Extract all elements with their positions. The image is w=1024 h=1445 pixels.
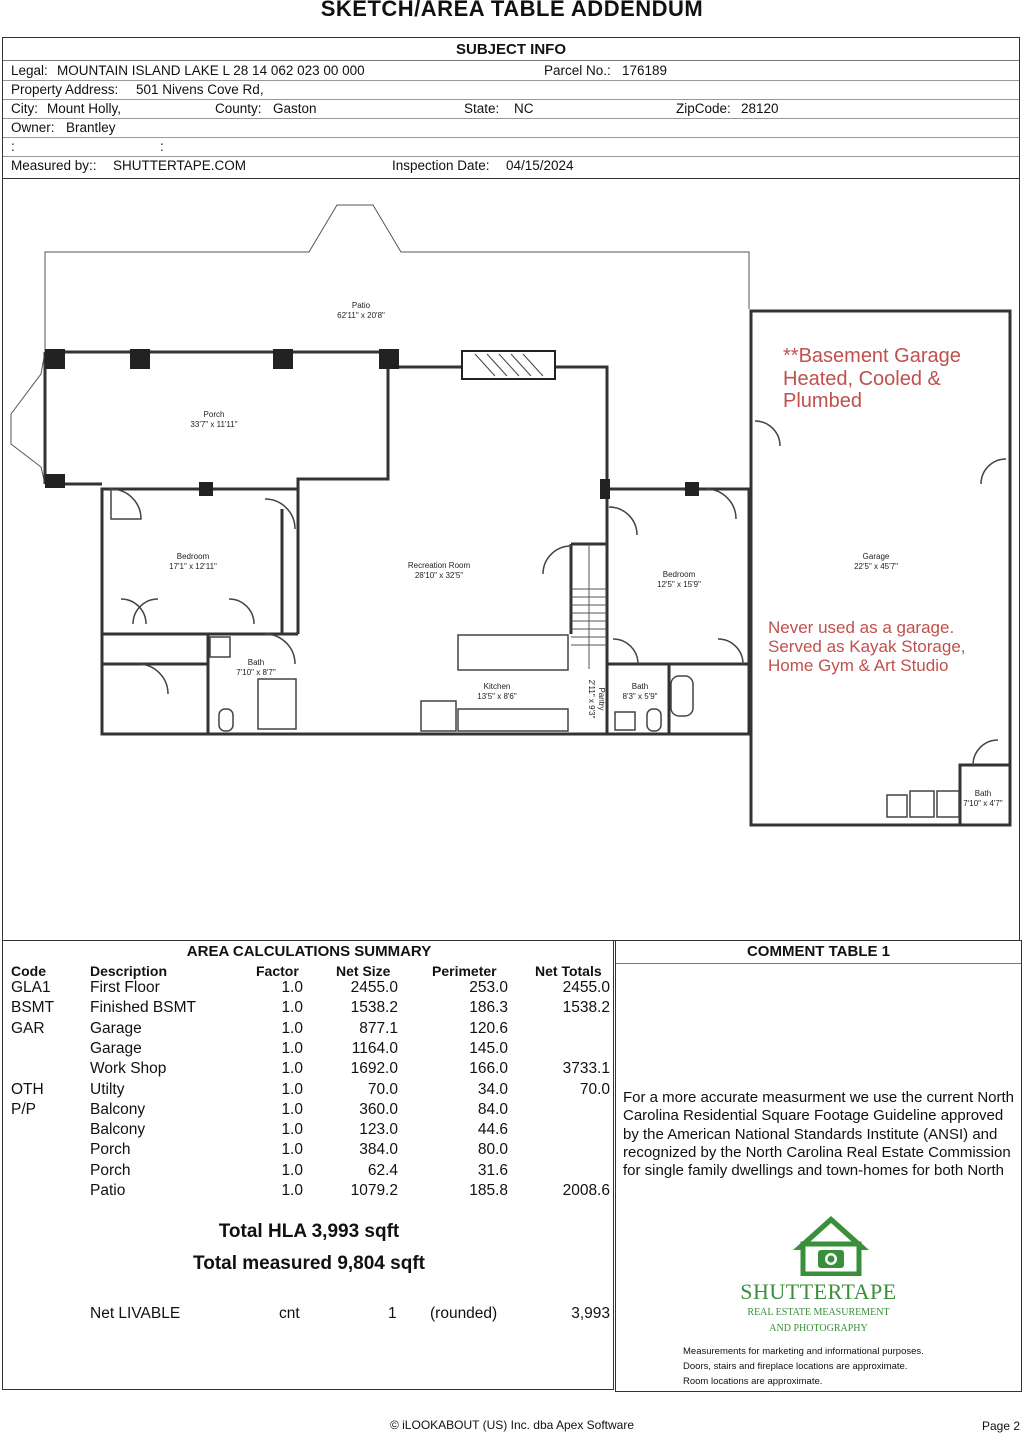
net-livable-value: 3,993 [571,1305,610,1322]
total-measured: Total measured 9,804 sqft [193,1253,425,1274]
area-row-net-size: 123.0 [359,1121,398,1139]
legal-value: MOUNTAIN ISLAND LAKE L 28 14 062 023 00 000 [57,63,365,78]
room-garage-name: Garage [862,552,890,561]
area-row-net-total: 3733.1 [562,1060,610,1078]
address-label: Property Address: [11,82,119,97]
net-livable-rounded: (rounded) [430,1305,498,1322]
page-title: SKETCH/AREA TABLE ADDENDUM [320,0,704,21]
area-row-perimeter: 120.6 [469,1019,508,1037]
area-row-perimeter: 80.0 [477,1141,508,1159]
room-bedroom-left-dims: 17'1" x 12'11" [169,562,217,571]
floor-plan-section [2,179,1020,941]
zip-label: ZipCode: [676,101,731,116]
col-net-totals: Net Totals [535,963,602,979]
porch-bay [11,352,45,484]
area-row-description: Utilty [90,1080,125,1098]
owner-value: Brantley [66,120,116,135]
room-kitchen-dims: 13'5" x 8'6" [477,692,517,701]
parcel-label: Parcel No.: [544,63,611,78]
area-row-net-size: 1079.2 [350,1182,398,1199]
room-porch-dims: 33'7" x 11'11" [190,420,238,429]
parcel-value: 176189 [622,63,668,78]
address-value: 501 Nivens Cove Rd, [136,82,264,97]
col-perimeter: Perimeter [432,963,497,979]
area-row-code: OTH [11,1080,44,1098]
area-row-net-total: 70.0 [579,1080,610,1098]
area-row-net-size: 877.1 [359,1019,398,1037]
total-hla: Total HLA 3,993 sqft [218,1221,400,1242]
disclaimer-line-3: Room locations are approximate. [683,1376,823,1387]
county-value: Gaston [273,101,317,116]
room-recreation-dims: 28'10" x 32'5" [414,571,464,580]
room-pantry-name: Pantry [597,687,606,711]
area-row-factor: 1.0 [281,979,303,996]
room-patio-name: Patio [351,301,371,310]
area-row-description: Balcony [90,1121,146,1139]
comment-text: For a more accurate measurment we use the current North Carolina Residential Square Footage Guideline approved by the American National Standards Institute (ANSI) and recognized by the North Carolina Real Estate Commission for single family dwellings and town-homes for both North [623,1089,1014,1180]
measured-label: Measured by:: [11,158,97,173]
area-row-net-total: 2455.0 [562,979,610,996]
area-row-description: Porch [90,1161,131,1179]
measured-value: SHUTTERTAPE.COM [113,158,247,173]
area-row-factor: 1.0 [281,1141,303,1159]
area-row-description: Patio [90,1182,126,1199]
subject-info-section [2,37,1020,179]
area-row-net-total: 2008.6 [562,1182,610,1199]
area-row-description: Garage [90,1039,142,1057]
net-livable-label: Net LIVABLE [90,1305,181,1322]
area-row-code: GAR [11,1019,45,1037]
area-heading: AREA CALCULATIONS SUMMARY [186,943,432,960]
room-bedroom-right-dims: 12'5" x 15'9" [657,580,701,589]
col-code: Code [11,963,46,979]
area-row-description: First Floor [90,979,160,996]
area-row-description: Porch [90,1141,131,1159]
col-factor: Factor [256,963,299,979]
area-row-net-size: 62.4 [367,1161,398,1179]
footer-page-number: Page 2 [982,1419,1021,1433]
area-row-code: GLA1 [11,979,51,996]
area-row-perimeter: 44.6 [477,1121,508,1139]
area-row-factor: 1.0 [281,1019,303,1037]
area-row-perimeter: 166.0 [469,1060,508,1078]
disclaimer-line-2: Doors, stairs and fireplace locations are approximate. [683,1361,908,1372]
comment-table-section [615,940,1022,1392]
area-row-factor: 1.0 [281,1161,303,1179]
blank-label-1: : [11,139,15,154]
inspection-label: Inspection Date: [392,158,490,173]
city-value: Mount Holly, [47,101,122,116]
room-garage-dims: 22'5" x 45'7" [854,562,898,571]
area-row-net-size: 360.0 [359,1100,398,1118]
room-kitchen-name: Kitchen [483,682,511,691]
room-bath-left-dims: 7'10" x 8'7" [236,668,276,677]
col-net-size: Net Size [336,963,391,979]
area-row-net-size: 384.0 [359,1141,398,1159]
area-row-factor: 1.0 [281,1039,303,1057]
area-row-code: P/P [11,1100,36,1118]
logo-subtitle-2: AND PHOTOGRAPHY [769,1323,868,1334]
logo-name: SHUTTERTAPE [740,1279,897,1304]
disclaimer-line-1: Measurements for marketing and informational purposes. [683,1346,924,1357]
area-row-factor: 1.0 [281,1060,303,1078]
net-livable-cnt: cnt [279,1305,300,1322]
state-value: NC [514,101,534,116]
subject-info-heading: SUBJECT INFO [455,41,566,58]
room-bath-mid-dims: 8'3" x 5'9" [622,692,658,701]
footer-copyright: © iLOOKABOUT (US) Inc. dba Apex Software [389,1418,635,1432]
county-label: County: [215,101,262,116]
area-row-perimeter: 31.6 [477,1161,508,1179]
area-row-factor: 1.0 [281,999,303,1017]
area-row-perimeter: 185.8 [469,1182,508,1199]
logo-subtitle-1: REAL ESTATE MEASUREMENT [747,1307,890,1318]
area-row-factor: 1.0 [281,1182,303,1199]
area-row-net-size: 1692.0 [350,1060,398,1078]
area-row-net-size: 70.0 [367,1080,398,1098]
room-bath-mid-name: Bath [631,682,649,691]
area-calculations-section [2,940,614,1390]
garage-use-line-1: Never used as a garage. [768,618,955,637]
legal-label: Legal: [11,63,48,78]
room-recreation-name: Recreation Room [407,561,471,570]
state-label: State: [464,101,500,116]
area-row-description: Work Shop [90,1060,167,1078]
floor-plan-sketch [3,179,1021,939]
room-bath-left-name: Bath [247,658,265,667]
col-description: Description [90,963,168,979]
room-porch-name: Porch [203,410,225,419]
owner-label: Owner: [11,120,55,135]
room-patio-dims: 62'11" x 20'8" [337,311,385,320]
shuttertape-house-logo-icon [791,1214,871,1276]
area-row-perimeter: 145.0 [469,1039,508,1057]
area-row-description: Garage [90,1019,142,1037]
area-row-net-size: 1538.2 [350,999,398,1017]
area-row-description: Balcony [90,1100,146,1118]
comment-heading: COMMENT TABLE 1 [746,943,891,960]
city-label: City: [11,101,38,116]
area-row-perimeter: 84.0 [477,1100,508,1118]
room-bedroom-left-name: Bedroom [176,552,210,561]
main-walls [45,352,751,734]
area-row-perimeter: 34.0 [477,1080,508,1098]
room-bath-garage-dims: 7'10" x 4'7" [963,799,1003,808]
area-row-perimeter: 253.0 [469,979,508,996]
garage-use-line-3: Home Gym & Art Studio [768,656,949,675]
area-row-net-size: 1164.0 [351,1039,398,1057]
garage-note-line-2: Heated, Cooled & [783,368,941,390]
zip-value: 28120 [741,101,779,116]
patio-outline [45,205,749,354]
room-bedroom-right-name: Bedroom [662,570,696,579]
area-row-perimeter: 186.3 [469,999,508,1017]
disclaimer [683,1344,924,1389]
area-row-code: BSMT [11,999,55,1017]
inspection-value: 04/15/2024 [506,158,574,173]
blank-label-2: : [160,139,164,154]
net-livable-count: 1 [388,1305,397,1322]
area-row-factor: 1.0 [281,1121,303,1139]
garage-use-line-2: Served as Kayak Storage, [768,637,966,656]
garage-note-line-3: Plumbed [783,390,862,412]
area-row-description: Finished BSMT [90,999,196,1017]
area-row-factor: 1.0 [281,1100,303,1118]
area-row-net-size: 2455.0 [350,979,398,996]
room-pantry-dims: 2'11" x 9'3" [587,679,596,719]
room-bath-garage-name: Bath [974,789,992,798]
area-row-factor: 1.0 [281,1080,303,1098]
area-row-net-total: 1538.2 [562,999,610,1017]
garage-note-line-1: **Basement Garage [783,345,961,367]
